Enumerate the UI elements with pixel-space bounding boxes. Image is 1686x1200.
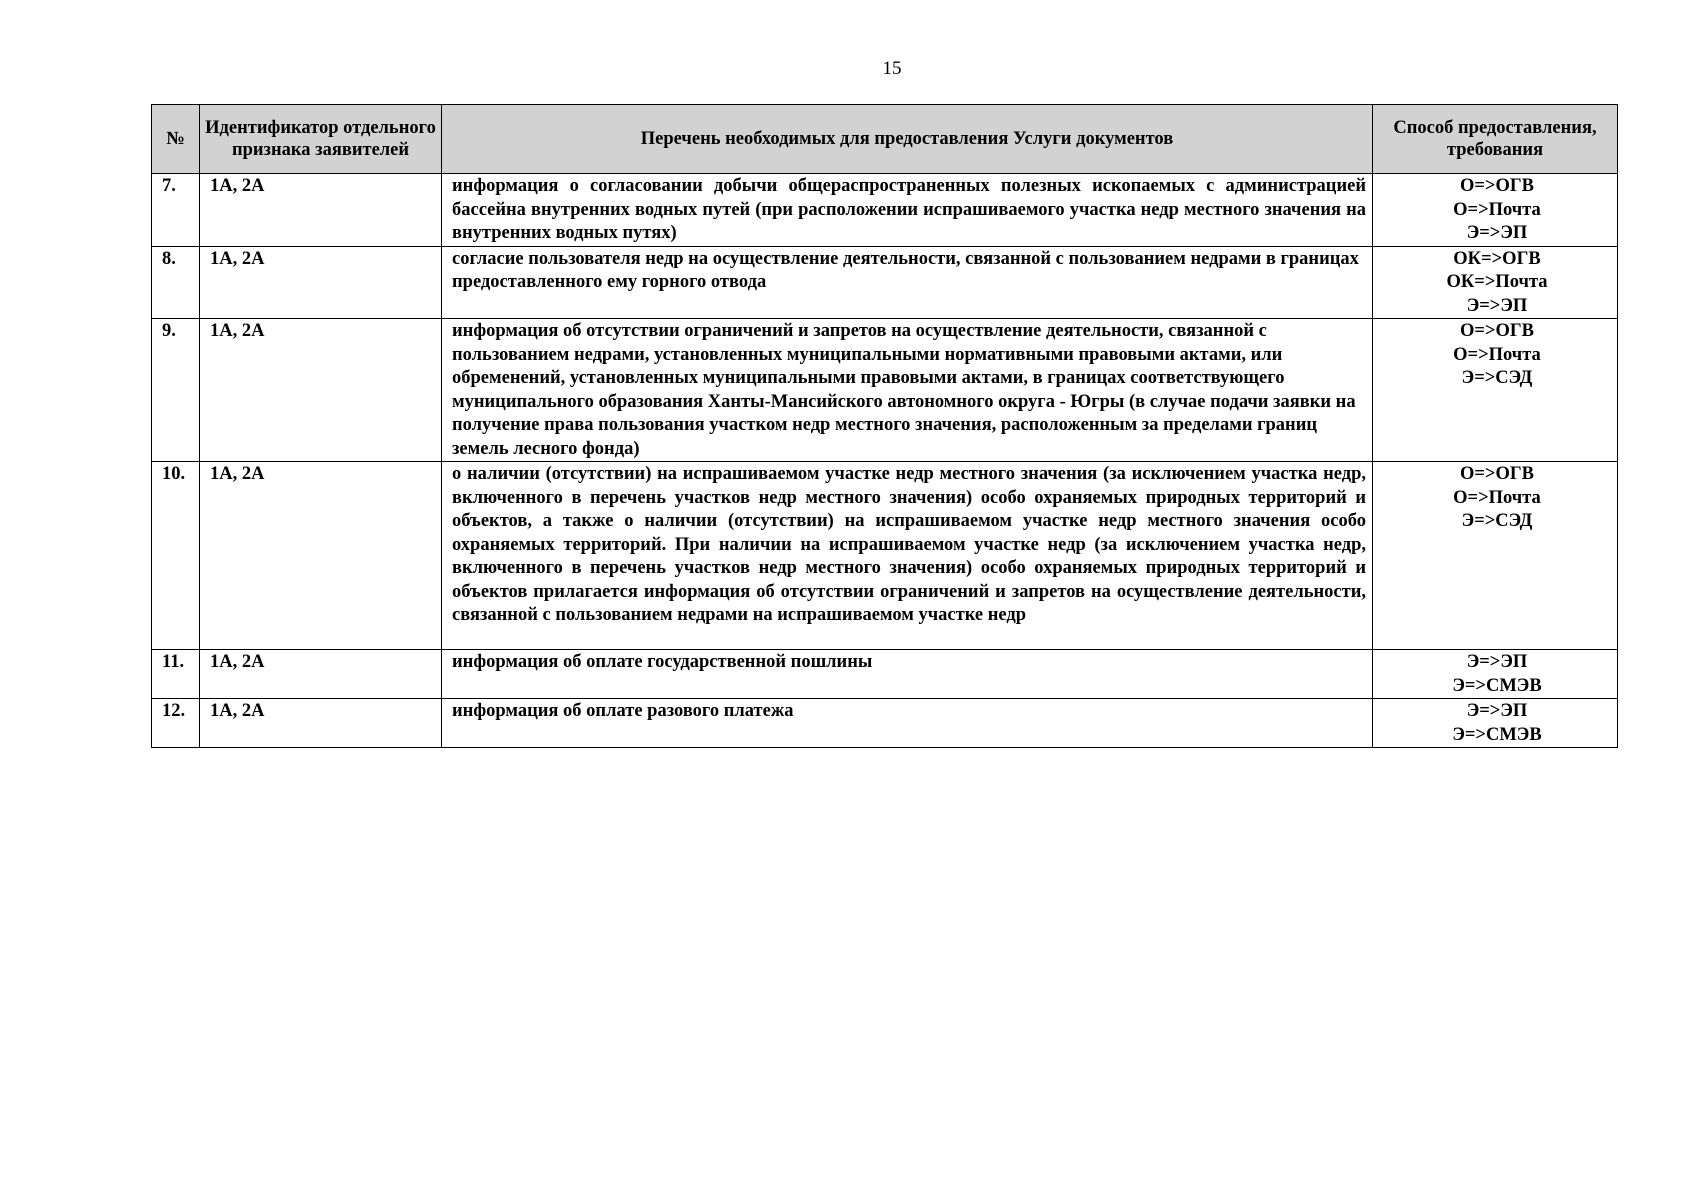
row-description: информация о согласовании добычи общераспространенных полезных ископаемых с администрацией бассейна внутренних водных путей (при расположении испрашиваемого участка недр местного значения на внутренних водных путях) <box>442 174 1373 247</box>
header-identifier: Идентификатор отдельного признака заявителей <box>200 105 442 174</box>
documents-table <box>151 104 1618 748</box>
table-row <box>152 650 1618 699</box>
method-item: Э=>ЭП <box>1466 652 1528 672</box>
row-methods <box>1373 462 1618 650</box>
table-row <box>152 174 1618 247</box>
row-identifier: 1А, 2А <box>200 319 442 462</box>
row-methods <box>1373 246 1618 319</box>
header-method: Способ предоставления, требования <box>1373 105 1618 174</box>
method-item: Э=>ЭП <box>1466 295 1528 316</box>
table-row <box>152 246 1618 319</box>
method-item: О=>ОГВ <box>1460 464 1534 484</box>
row-number: 10. <box>152 462 200 650</box>
row-identifier: 1А, 2А <box>200 699 442 748</box>
row-methods <box>1373 174 1618 247</box>
table-row <box>152 319 1618 462</box>
method-item: О=>Почта <box>1453 344 1541 365</box>
method-item: Э=>СЭД <box>1461 368 1533 388</box>
table-row <box>152 462 1618 650</box>
row-number: 12. <box>152 699 200 748</box>
method-item: Э=>ЭП <box>1466 701 1528 721</box>
row-number: 9. <box>152 319 200 462</box>
method-item: О=>ОГВ <box>1460 176 1534 196</box>
row-description: о наличии (отсутствии) на испрашиваемом участке недр местного значения (за исключением участка недр, включенного в перечень участков недр местного значения) особо охраняемых природных территорий и объектов, а также о наличии (отсутствии) на испрашиваемом участке недр местного значения особо охраняемых территорий. При наличии на испрашиваемом участке недр (за исключением участка недр, включенного в перечень участков недр местного значения) особо охраняемых природных территорий и объектов прилагается информация об отсутствии ограничений и запретов на осуществление деятельности, связанной с пользованием недрами на испрашиваемом участке недр <box>442 462 1373 650</box>
method-item: Э=>СМЭВ <box>1452 675 1542 696</box>
method-item: Э=>СЭД <box>1461 511 1533 531</box>
row-number: 11. <box>152 650 200 699</box>
row-description: информация об отсутствии ограничений и запретов на осуществление деятельности, связанной с пользованием недрами, установленных муниципальными нормативными правовыми актами, или обременений, установленных муниципальными правовыми актами, в границах соответствующего муниципального образования Ханты-Мансийского автономного округа - Югры (в случае подачи заявки на получение права пользования участком недр местного значения, расположенным за пределами границ земель лесного фонда) <box>442 319 1373 462</box>
row-identifier: 1А, 2А <box>200 462 442 650</box>
row-number: 8. <box>152 246 200 319</box>
row-number: 7. <box>152 174 200 247</box>
method-item: Э=>ЭП <box>1466 223 1528 243</box>
table-row <box>152 699 1618 748</box>
row-description: информация об оплате разового платежа <box>442 699 1373 748</box>
method-item: ОК=>ОГВ <box>1453 248 1541 269</box>
method-item: Э=>СМЭВ <box>1452 724 1542 745</box>
method-item: ОК=>Почта <box>1446 272 1548 292</box>
row-description: информация об оплате государственной пошлины <box>442 650 1373 699</box>
method-item: О=>Почта <box>1453 487 1541 508</box>
table-header-row <box>152 105 1618 174</box>
method-item: О=>Почта <box>1453 199 1541 220</box>
row-identifier: 1А, 2А <box>200 246 442 319</box>
method-item: О=>ОГВ <box>1460 321 1534 341</box>
header-num: № <box>152 105 200 174</box>
header-documents: Перечень необходимых для предоставления Услуги документов <box>442 105 1373 174</box>
row-methods <box>1373 650 1618 699</box>
row-description: согласие пользователя недр на осуществление деятельности, связанной с пользованием недрами в границах предоставленного ему горного отвода <box>442 246 1373 319</box>
row-identifier: 1А, 2А <box>200 174 442 247</box>
row-identifier: 1А, 2А <box>200 650 442 699</box>
row-methods <box>1373 319 1618 462</box>
row-methods <box>1373 699 1618 748</box>
page-number: 15 <box>882 58 902 79</box>
